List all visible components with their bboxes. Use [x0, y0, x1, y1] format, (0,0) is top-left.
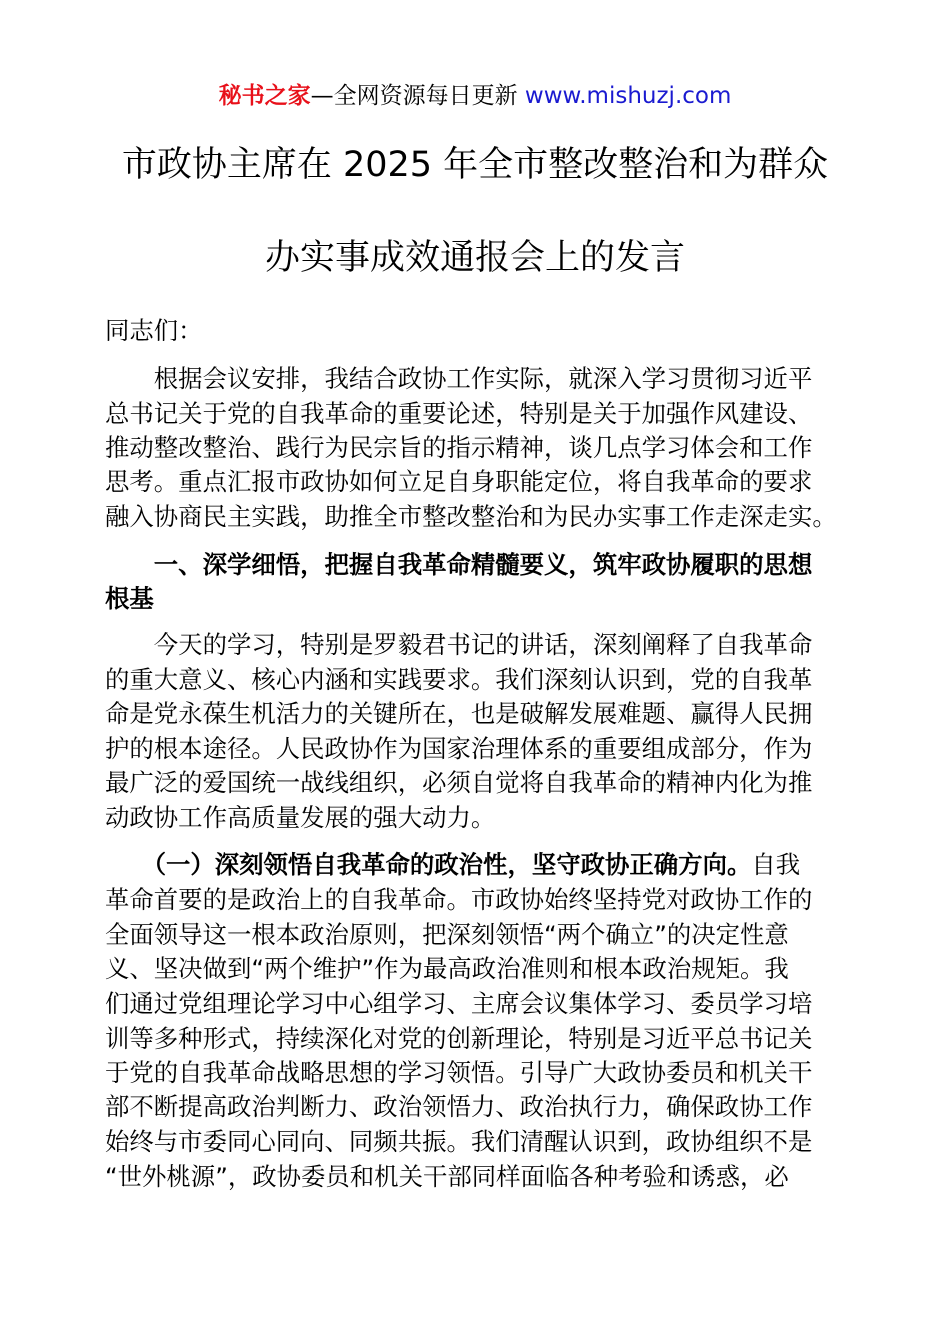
- paragraph-line: 革命首要的是政治上的自我革命。市政协始终坚持党对政协工作的: [105, 885, 813, 914]
- paragraph-line: 动政协工作高质量发展的强大动力。: [105, 803, 496, 832]
- paragraph-line: 部不断提高政治判断力、政治领悟力、政治执行力，确保政协工作: [105, 1092, 813, 1121]
- paragraph-line: 根据会议安排，我结合政协工作实际，就深入学习贯彻习近平: [105, 364, 813, 393]
- paragraph-line: 的重大意义、核心内涵和实践要求。我们深刻认识到，党的自我革: [105, 665, 813, 694]
- section-heading: 根基: [105, 584, 154, 613]
- subsection-heading: （一）深刻领悟自我革命的政治性，坚守政协正确方向。: [105, 850, 752, 879]
- paragraph-line: 思考。重点汇报市政协如何立足自身职能定位，将自我革命的要求: [105, 467, 813, 496]
- paragraph-line: 最广泛的爱国统一战线组织，必须自觉将自我革命的精神内化为推: [105, 768, 813, 797]
- subsection-lead-line: [105, 849, 847, 881]
- site-header: [0, 80, 950, 112]
- paragraph-line: 推动整改整治、践行为民宗旨的指示精神，谈几点学习体会和工作: [105, 433, 813, 462]
- paragraph-line: 于党的自我革命战略思想的学习领悟。引导广大政协委员和机关干: [105, 1058, 813, 1087]
- paragraph-line: “世外桃源”，政协委员和机关干部同样面临各种考验和诱惑，必: [105, 1162, 789, 1191]
- paragraph-line: 命是党永葆生机活力的关键所在，也是破解发展难题、赢得人民拥: [105, 699, 813, 728]
- paragraph-line: 始终与市委同心同向、同频共振。我们清醒认识到，政协组织不是: [105, 1127, 813, 1156]
- brand-name: 秘书之家: [218, 83, 311, 109]
- salutation: 同志们：: [105, 316, 203, 345]
- paragraph-line: 们通过党组理论学习中心组学习、主席会议集体学习、委员学习培: [105, 989, 813, 1018]
- paragraph-line: 全面领导这一根本政治原则，把深刻领悟“两个确立”的决定性意: [105, 920, 789, 949]
- site-url-link[interactable]: www.mishuzj.com: [524, 83, 732, 109]
- tagline: —全网资源每日更新: [310, 83, 525, 109]
- paragraph-line: 护的根本途径。人民政协作为国家治理体系的重要组成部分，作为: [105, 734, 813, 763]
- paragraph-line: 训等多种形式，持续深化对党的创新理论，特别是习近平总书记关: [105, 1024, 813, 1053]
- section-heading: 一、深学细悟，把握自我革命精髓要义，筑牢政协履职的思想: [105, 550, 813, 579]
- paragraph-line: 今天的学习，特别是罗毅君书记的讲话，深刻阐释了自我革命: [105, 630, 813, 659]
- paragraph-line: 融入协商民主实践，助推全市整改整治和为民办实事工作走深走实。: [105, 502, 837, 531]
- paragraph-line: 总书记关于党的自我革命的重要论述，特别是关于加强作风建设、: [105, 399, 813, 428]
- paragraph-text: 自我: [751, 850, 801, 879]
- paragraph-line: 义、坚决做到“两个维护”作为最高政治准则和根本政治规矩。我: [105, 954, 789, 983]
- doc-title-line-2: 办实事成效通报会上的发言: [264, 238, 685, 278]
- doc-title-line-1: 市政协主席在 2025 年全市整改整治和为群众: [121, 145, 829, 185]
